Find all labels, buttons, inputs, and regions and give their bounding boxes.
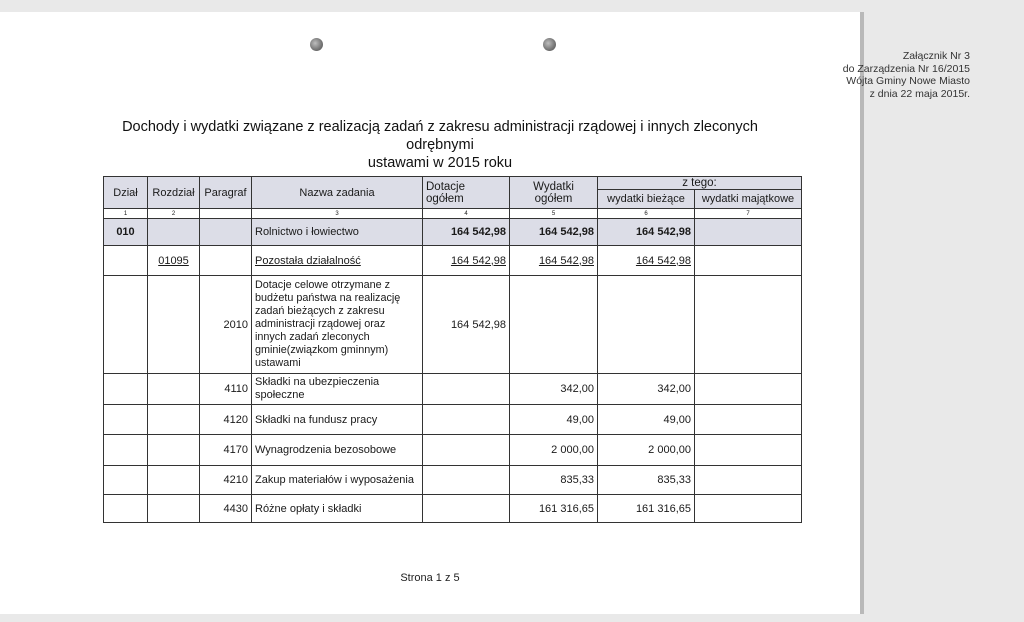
header-dotacje: Dotacje ogółem — [423, 177, 510, 209]
cell-biezace: 164 542,98 — [598, 246, 695, 276]
cell-wydatki: 49,00 — [510, 405, 598, 435]
cell-rozdzial — [148, 405, 200, 435]
cell-majatkowe — [695, 435, 802, 466]
cell-dzial — [104, 466, 148, 495]
title-line-2: ustawami w 2015 roku — [367, 155, 513, 171]
page-number: Strona 1 z 5 — [400, 572, 460, 584]
cell-dotacje — [423, 466, 510, 495]
cell-nazwa: Zakup materiałów i wyposażenia — [252, 466, 423, 495]
header-rozdzial: Rozdział — [148, 177, 200, 209]
cell-majatkowe — [695, 466, 802, 495]
annex-number: Załącznik Nr 3 — [902, 50, 970, 62]
annex-header — [843, 50, 970, 100]
cell-wydatki: 835,33 — [510, 466, 598, 495]
cell-dzial — [104, 374, 148, 405]
cell-paragraf: 2010 — [200, 276, 252, 374]
cell-wydatki: 2 000,00 — [510, 435, 598, 466]
cell-dotacje: 164 542,98 — [423, 246, 510, 276]
page-edge-shadow — [860, 12, 864, 614]
cell-paragraf — [200, 246, 252, 276]
table-row-paragraf — [104, 435, 802, 466]
cell-biezace — [598, 276, 695, 374]
cell-dotacje — [423, 374, 510, 405]
cell-dotacje — [423, 405, 510, 435]
table-row-paragraf — [104, 466, 802, 495]
table-row-paragraf — [104, 276, 802, 374]
cell-dzial — [104, 435, 148, 466]
table-row-paragraf — [104, 495, 802, 523]
title-line-1: Dochody i wydatki związane z realizacją zadań z zakresu administracji rządowej i innych zleconych odrębnymi — [122, 119, 758, 153]
cell-wydatki — [510, 276, 598, 374]
index-2: 2 — [148, 209, 200, 219]
cell-dotacje — [423, 435, 510, 466]
index-5: 5 — [510, 209, 598, 219]
header-wydatki: Wydatki ogółem — [510, 177, 598, 209]
cell-wydatki: 342,00 — [510, 374, 598, 405]
header-nazwa: Nazwa zadania — [252, 177, 423, 209]
cell-majatkowe — [695, 219, 802, 246]
cell-wydatki: 164 542,98 — [510, 219, 598, 246]
cell-paragraf — [200, 219, 252, 246]
annex-authority: Wójta Gminy Nowe Miasto — [846, 75, 970, 87]
header-wydatki-biezace: wydatki bieżące — [598, 190, 695, 209]
annex-regulation: do Zarządzenia Nr 16/2015 — [842, 62, 970, 75]
index-3: 3 — [252, 209, 423, 219]
cell-biezace: 835,33 — [598, 466, 695, 495]
index-6: 6 — [598, 209, 695, 219]
header-wydatki-majatkowe: wydatki majątkowe — [695, 190, 802, 209]
cell-dzial — [104, 495, 148, 523]
cell-rozdzial — [148, 374, 200, 405]
cell-biezace: 342,00 — [598, 374, 695, 405]
cell-paragraf: 4210 — [200, 466, 252, 495]
cell-dotacje: 164 542,98 — [423, 219, 510, 246]
cell-dzial — [104, 246, 148, 276]
cell-dotacje: 164 542,98 — [423, 276, 510, 374]
cell-biezace: 164 542,98 — [598, 219, 695, 246]
cell-nazwa: Dotacje celowe otrzymane z budżetu państwa na realizację zadań bieżących z zakresu administracji rządowej oraz innych zadań zleconych gminie(związkom gminnym) ustawami — [252, 276, 423, 374]
table-row-rozdzial — [104, 246, 802, 276]
cell-dzial — [104, 405, 148, 435]
cell-rozdzial — [148, 466, 200, 495]
cell-biezace: 2 000,00 — [598, 435, 695, 466]
cell-dzial: 010 — [104, 219, 148, 246]
table-row-dzial — [104, 219, 802, 246]
cell-rozdzial — [148, 276, 200, 374]
cell-nazwa: Rolnictwo i łowiectwo — [252, 219, 423, 246]
header-z-tego: z tego: — [598, 177, 802, 190]
index-4: 4 — [423, 209, 510, 219]
annex-date: z dnia 22 maja 2015r. — [869, 87, 970, 100]
cell-majatkowe — [695, 495, 802, 523]
cell-nazwa: Pozostała działalność — [252, 246, 423, 276]
punch-hole-right — [543, 38, 556, 51]
cell-rozdzial — [148, 495, 200, 523]
header-paragraf: Paragraf — [200, 177, 252, 209]
cell-rozdzial: 01095 — [148, 246, 200, 276]
cell-nazwa: Wynagrodzenia bezosobowe — [252, 435, 423, 466]
index-3-placeholder — [200, 209, 252, 219]
index-row — [104, 209, 802, 219]
cell-paragraf: 4120 — [200, 405, 252, 435]
cell-dzial — [104, 276, 148, 374]
document-title — [90, 118, 790, 172]
cell-rozdzial — [148, 435, 200, 466]
cell-majatkowe — [695, 374, 802, 405]
cell-nazwa: Różne opłaty i składki — [252, 495, 423, 523]
header-dzial: Dział — [104, 177, 148, 209]
cell-nazwa: Składki na fundusz pracy — [252, 405, 423, 435]
cell-biezace: 49,00 — [598, 405, 695, 435]
index-7: 7 — [695, 209, 802, 219]
cell-majatkowe — [695, 246, 802, 276]
cell-paragraf: 4430 — [200, 495, 252, 523]
cell-paragraf: 4170 — [200, 435, 252, 466]
cell-wydatki: 164 542,98 — [510, 246, 598, 276]
table-row-paragraf — [104, 374, 802, 405]
cell-nazwa: Składki na ubezpieczenia społeczne — [252, 374, 423, 405]
cell-biezace: 161 316,65 — [598, 495, 695, 523]
punch-hole-left — [310, 38, 323, 51]
budget-table — [103, 176, 802, 523]
index-1: 1 — [104, 209, 148, 219]
cell-rozdzial — [148, 219, 200, 246]
cell-dotacje — [423, 495, 510, 523]
cell-majatkowe — [695, 405, 802, 435]
table-row-paragraf — [104, 405, 802, 435]
cell-paragraf: 4110 — [200, 374, 252, 405]
cell-wydatki: 161 316,65 — [510, 495, 598, 523]
cell-majatkowe — [695, 276, 802, 374]
